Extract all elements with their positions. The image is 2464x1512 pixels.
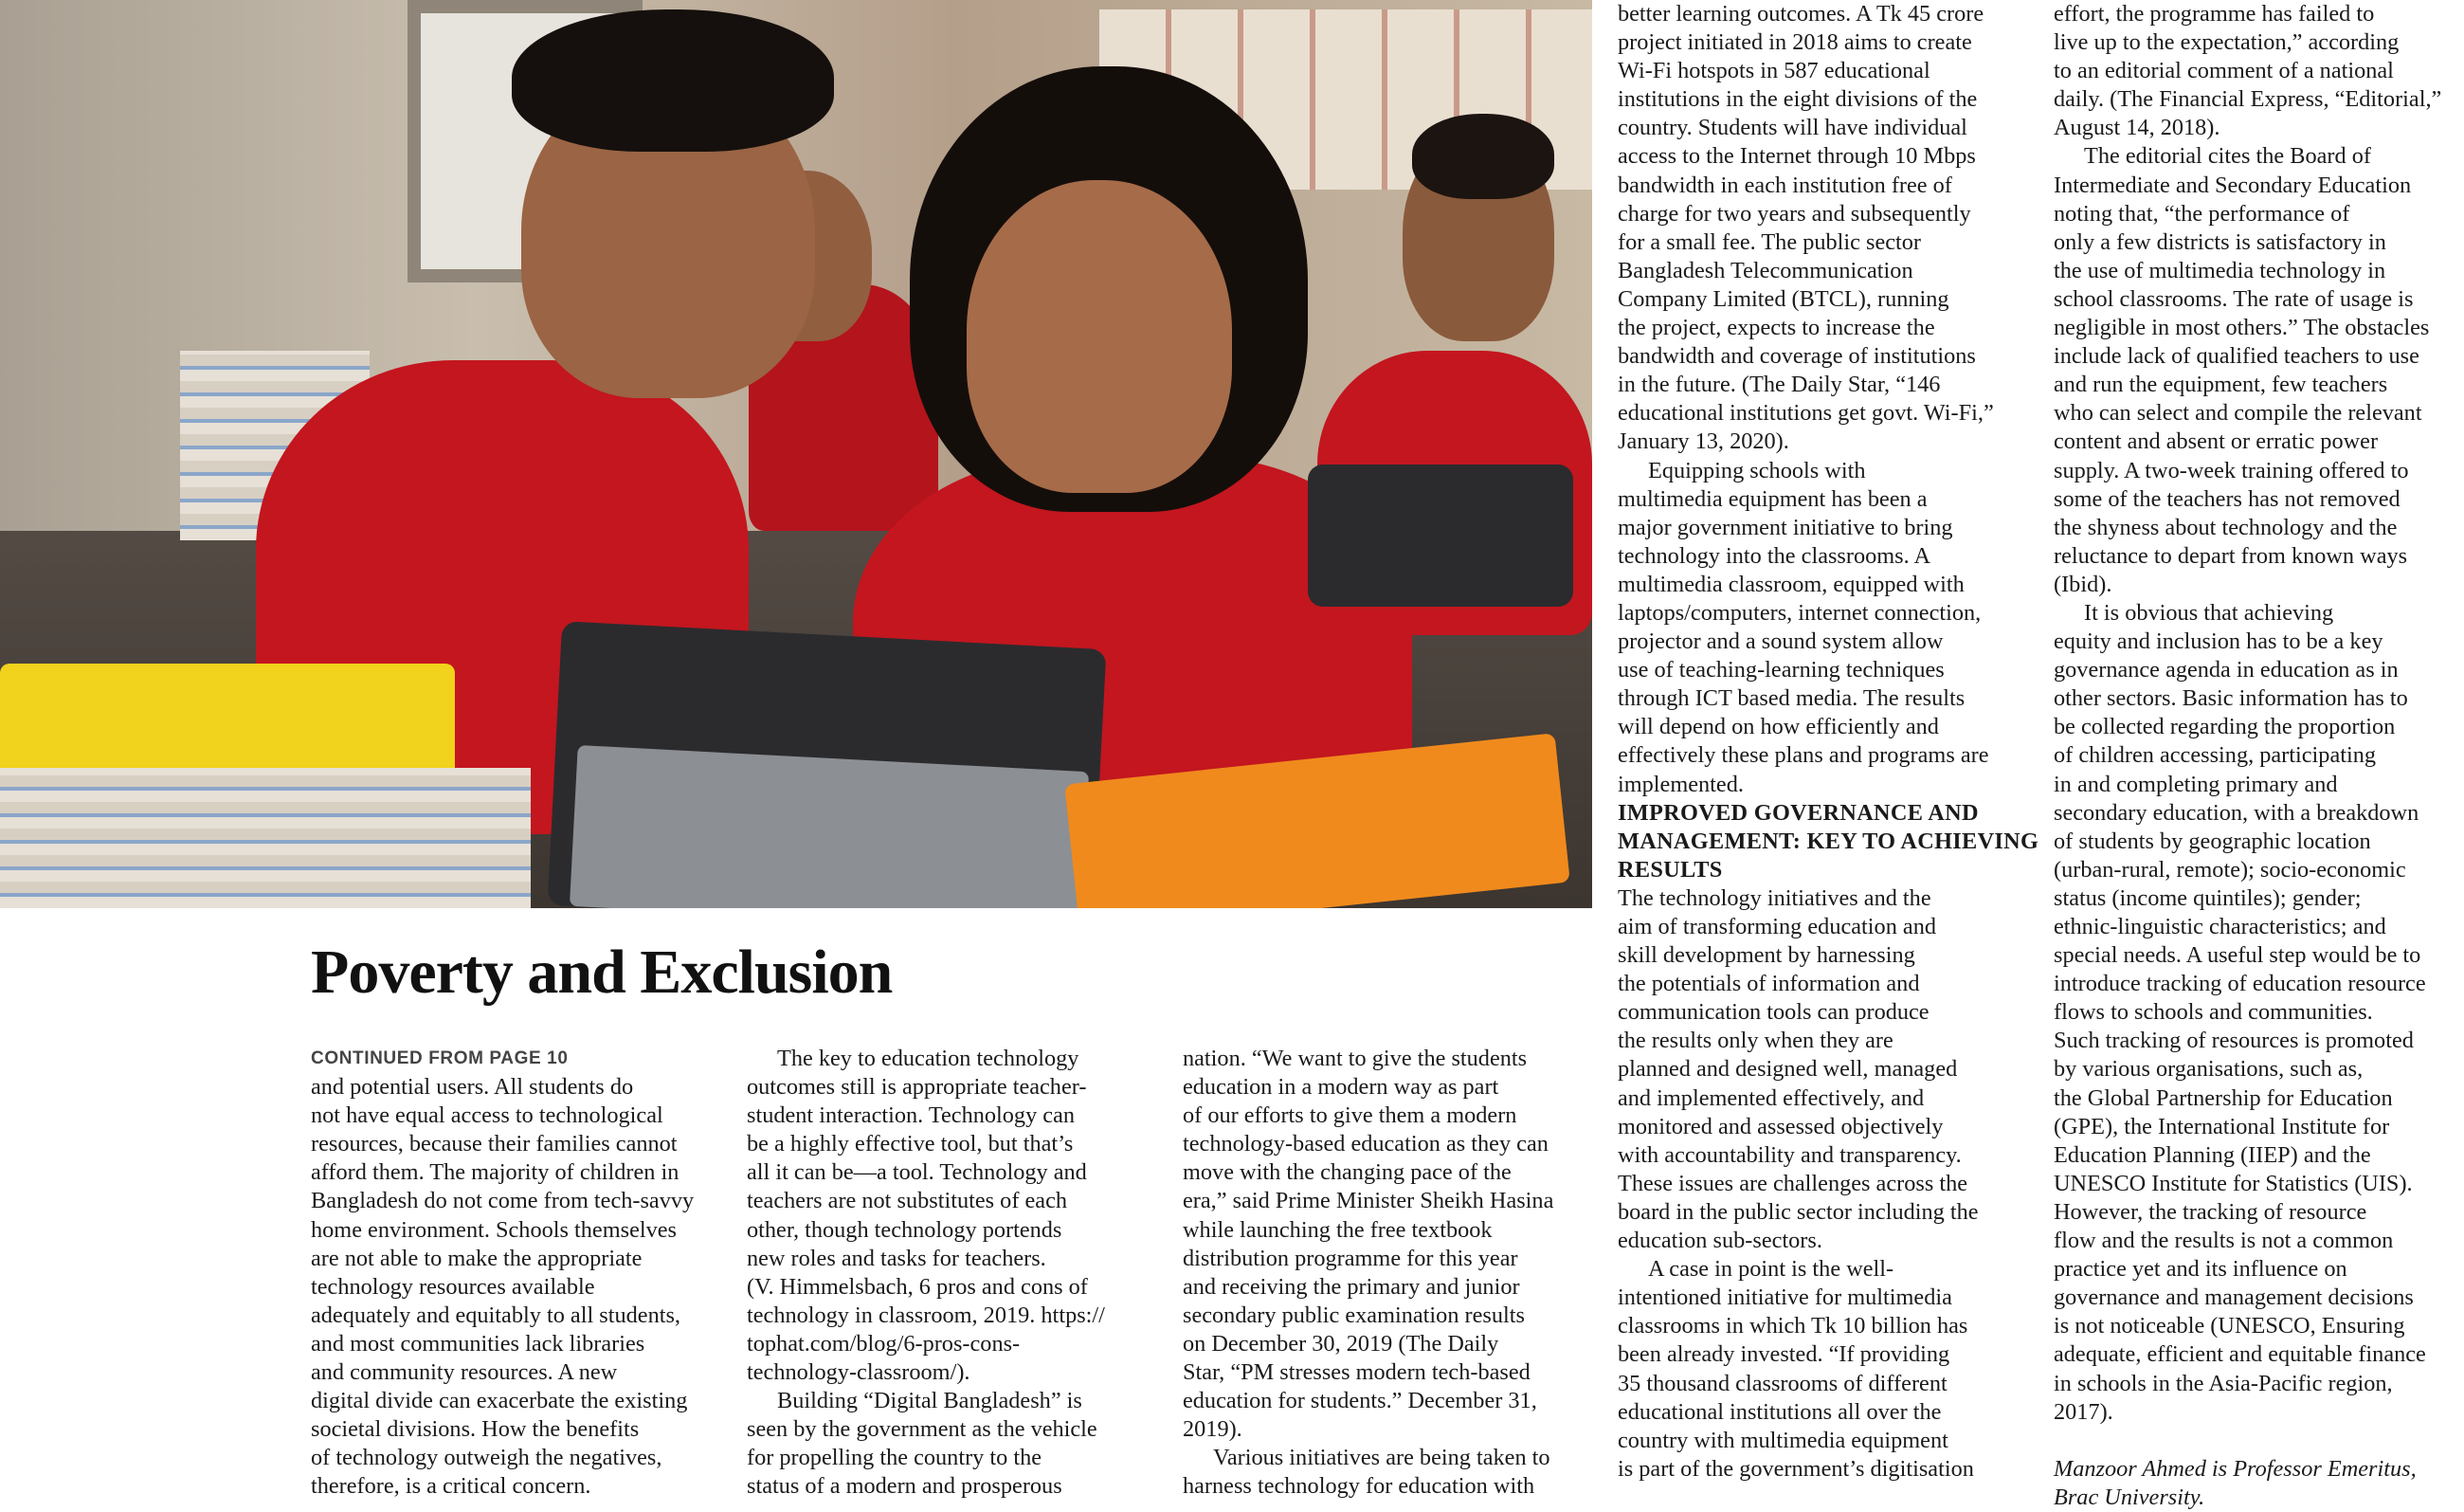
text-line: the use of multimedia technology in xyxy=(2054,257,2386,283)
text-line: the project, expects to increase the xyxy=(1618,315,1935,341)
text-line: Star, “PM stresses modern tech-based xyxy=(1183,1359,1531,1386)
text-line: will depend on how efficiently and xyxy=(1618,714,1939,740)
text-line: board in the public sector including the xyxy=(1618,1198,1979,1225)
text-line: seen by the government as the vehicle xyxy=(747,1416,1097,1443)
text-line: are not able to make the appropriate xyxy=(311,1245,643,1271)
text-line: afford them. The majority of children in xyxy=(311,1159,679,1186)
text-line: monitored and assessed objectively xyxy=(1618,1113,1944,1139)
text-line: laptops/computers, internet connection, xyxy=(1618,599,1982,626)
text-line: societal divisions. How the benefits xyxy=(311,1416,640,1443)
text-line: UNESCO Institute for Statistics (UIS). xyxy=(2054,1170,2413,1196)
text-line: been already invested. “If providing xyxy=(1618,1341,1950,1368)
text-line: era,” said Prime Minister Sheikh Hasina xyxy=(1183,1188,1554,1214)
text-line: multimedia classroom, equipped with xyxy=(1618,571,1965,597)
text-line: Company Limited (BTCL), running xyxy=(1618,285,1949,312)
text-line: introduce tracking of education resource xyxy=(2054,971,2426,997)
tablet-back xyxy=(570,745,1089,908)
text-line: who can select and compile the relevant xyxy=(2054,400,2422,427)
text-line: the potentials of information and xyxy=(1618,971,1920,997)
text-line: governance and management decisions xyxy=(2054,1284,2414,1311)
text-line: be a highly effective tool, but that’s xyxy=(747,1131,1074,1157)
text-line: Equipping schools with xyxy=(1648,457,1866,483)
text-line: effectively these plans and programs are xyxy=(1618,742,1989,769)
text-line: is not noticeable (UNESCO, Ensuring xyxy=(2054,1313,2405,1339)
classroom-photo xyxy=(0,0,1592,908)
text-line: The editorial cites the Board of xyxy=(2084,143,2371,170)
text-line: skill development by harnessing xyxy=(1618,942,1915,969)
tablet-back-student xyxy=(1308,465,1573,607)
text-line: practice yet and its influence on xyxy=(2054,1256,2347,1283)
text-line: institutions in the eight divisions of the xyxy=(1618,86,1978,113)
text-line: use of teaching-learning techniques xyxy=(1618,657,1945,683)
text-line: These issues are challenges across the xyxy=(1618,1170,1968,1196)
text-line: only a few districts is satisfactory in xyxy=(2054,228,2386,255)
text-line: of our efforts to give them a modern xyxy=(1183,1102,1517,1129)
text-line: technology in classroom, 2019. https:// xyxy=(747,1302,1105,1328)
text-line: adequate, efficient and equitable finance xyxy=(2054,1341,2426,1368)
continued-kicker: CONTINUED FROM PAGE 10 xyxy=(311,1048,569,1068)
text-line: access to the Internet through 10 Mbps xyxy=(1618,143,1976,170)
book-stack-front xyxy=(0,768,531,908)
text-line: major government initiative to bring xyxy=(1618,514,1953,540)
text-line: supply. A two-week training offered to xyxy=(2054,457,2409,483)
text-line: (GPE), the International Institute for xyxy=(2054,1113,2390,1139)
text-line: education sub-sectors. xyxy=(1618,1228,1822,1254)
text-line: and run the equipment, few teachers xyxy=(2054,372,2388,398)
text-line: bandwidth and coverage of institutions xyxy=(1618,343,1976,370)
text-line: by various organisations, such as, xyxy=(2054,1056,2364,1083)
text-line: (V. Himmelsbach, 6 pros and cons of xyxy=(747,1273,1088,1300)
text-line: the shyness about technology and the xyxy=(2054,514,2398,540)
text-line: through ICT based media. The results xyxy=(1618,685,1966,712)
text-line: home environment. Schools themselves xyxy=(311,1216,677,1243)
text-line: better learning outcomes. A Tk 45 crore xyxy=(1618,1,1984,27)
text-line: multimedia equipment has been a xyxy=(1618,485,1928,512)
text-line: negligible in most others.” The obstacles xyxy=(2054,315,2430,341)
text-line: ethnic-linguistic characteristics; and xyxy=(2054,914,2386,939)
text-line: not have equal access to technological xyxy=(311,1102,663,1129)
text-line: However, the tracking of resource xyxy=(2054,1198,2367,1225)
text-line: other, though technology portends xyxy=(747,1216,1062,1243)
text-line: adequately and equitably to all students, xyxy=(311,1302,680,1328)
text-line: technology-based education as they can xyxy=(1183,1131,1549,1157)
text-line: education in a modern way as part xyxy=(1183,1074,1499,1101)
article-column-2 xyxy=(747,1045,1145,1502)
article-column-1 xyxy=(311,1045,718,1502)
article-column-5 xyxy=(2054,0,2464,1512)
text-line: The technology initiatives and the xyxy=(1618,884,1931,911)
text-line: Brac University. xyxy=(2054,1484,2205,1510)
text-line: January 13, 2020). xyxy=(1618,428,1789,455)
text-line: technology into the classrooms. A xyxy=(1618,542,1930,569)
text-line: Education Planning (IIEP) and the xyxy=(2054,1141,2371,1168)
text-line: country with multimedia equipment xyxy=(1618,1427,1948,1453)
text-line: some of the teachers has not removed xyxy=(2054,485,2401,512)
text-line: while launching the free textbook xyxy=(1183,1216,1493,1243)
text-line: projector and a sound system allow xyxy=(1618,628,1944,655)
text-line: Various initiatives are being taken to xyxy=(1213,1445,1550,1471)
text-line: distribution programme for this year xyxy=(1183,1245,1518,1271)
text-line: Bangladesh do not come from tech-savvy xyxy=(311,1188,695,1214)
text-line: status (income quintiles); gender; xyxy=(2054,884,2362,911)
text-line: educational institutions all over the xyxy=(1618,1398,1942,1425)
text-line: outcomes still is appropriate teacher- xyxy=(747,1074,1087,1101)
text-line: noting that, “the performance of xyxy=(2054,200,2350,227)
text-line: the results only when they are xyxy=(1618,1028,1893,1054)
text-line: 2017). xyxy=(2054,1398,2113,1425)
text-line: classrooms in which Tk 10 billion has xyxy=(1618,1313,1968,1339)
headline: Poverty and Exclusion xyxy=(311,938,893,1007)
text-line: secondary public examination results xyxy=(1183,1302,1525,1328)
text-line: Such tracking of resources is promoted xyxy=(2054,1028,2414,1054)
text-line: teachers are not substitutes of each xyxy=(747,1188,1067,1214)
article-column-4 xyxy=(1618,0,2039,1484)
text-line: governance agenda in education as in xyxy=(2054,657,2399,683)
text-line: harness technology for education with xyxy=(1183,1473,1535,1500)
text-line: The key to education technology xyxy=(777,1046,1079,1071)
girl-face xyxy=(967,180,1232,493)
text-line: August 14, 2018). xyxy=(2054,115,2220,141)
text-line: planned and designed well, managed xyxy=(1618,1056,1958,1083)
text-line: school classrooms. The rate of usage is xyxy=(2054,285,2414,312)
text-line: (Ibid). xyxy=(2054,571,2112,597)
text-line: of students by geographic location xyxy=(2054,828,2371,854)
text-line: and community resources. A new xyxy=(311,1359,618,1386)
text-line: resources, because their families cannot xyxy=(311,1131,678,1157)
hair xyxy=(1412,114,1554,199)
text-line: in schools in the Asia-Pacific region, xyxy=(2054,1370,2393,1396)
text-line: (urban-rural, remote); socio-economic xyxy=(2054,856,2406,883)
text-line: bandwidth in each institution free of xyxy=(1618,172,1952,198)
text-line: It is obvious that achieving xyxy=(2084,599,2334,626)
text-line: in the future. (The Daily Star, “146 xyxy=(1618,372,1941,398)
text-line: be collected regarding the proportion xyxy=(2054,714,2396,740)
text-line: and most communities lack libraries xyxy=(311,1330,645,1357)
text-line: digital divide can exacerbate the existing xyxy=(311,1388,688,1414)
text-line: Bangladesh Telecommunication xyxy=(1618,257,1913,283)
text-line: country. Students will have individual xyxy=(1618,115,1967,141)
text-line: and receiving the primary and junior xyxy=(1183,1273,1520,1300)
text-line: in and completing primary and xyxy=(2054,771,2338,797)
text-line: is part of the government’s digitisation xyxy=(1618,1455,1974,1482)
section-subhead: MANAGEMENT: KEY TO ACHIEVING xyxy=(1618,828,2039,854)
text-line: technology resources available xyxy=(311,1273,595,1300)
yellow-pencil-box xyxy=(0,664,455,777)
text-line: technology-classroom/). xyxy=(747,1359,970,1386)
text-line: project initiated in 2018 aims to create xyxy=(1618,29,1972,56)
text-line: special needs. A useful step would be to xyxy=(2054,942,2421,969)
text-line: Intermediate and Secondary Education xyxy=(2054,172,2412,198)
text-line: 2019). xyxy=(1183,1416,1242,1443)
text-line: therefore, is a critical concern. xyxy=(311,1473,591,1500)
text-line: aim of transforming education and xyxy=(1618,914,1937,939)
text-line: include lack of qualified teachers to use xyxy=(2054,343,2419,370)
text-line: flow and the results is not a common xyxy=(2054,1228,2394,1254)
text-line xyxy=(2054,1427,2464,1455)
section-subhead: IMPROVED GOVERNANCE AND xyxy=(1618,799,1979,826)
text-line: nation. “We want to give the students xyxy=(1183,1046,1528,1071)
text-line: for a small fee. The public sector xyxy=(1618,228,1922,255)
text-line: student interaction. Technology can xyxy=(747,1102,1076,1129)
text-line: to an editorial comment of a national xyxy=(2054,58,2394,84)
text-line: for propelling the country to the xyxy=(747,1445,1042,1471)
text-line: content and absent or erratic power xyxy=(2054,428,2379,455)
text-line: with accountability and transparency. xyxy=(1618,1141,1962,1168)
text-line: other sectors. Basic information has to xyxy=(2054,685,2408,712)
text-line: educational institutions get govt. Wi-Fi,” xyxy=(1618,400,1994,427)
text-line: all it can be—a tool. Technology and xyxy=(747,1159,1087,1186)
text-line: intentioned initiative for multimedia xyxy=(1618,1284,1952,1311)
text-line: the Global Partnership for Education xyxy=(2054,1084,2393,1111)
text-line: of technology outweigh the negatives, xyxy=(311,1445,662,1471)
text-line: reluctance to depart from known ways xyxy=(2054,542,2408,569)
text-line: move with the changing pace of the xyxy=(1183,1159,1512,1186)
text-line: and potential users. All students do xyxy=(311,1074,634,1101)
text-line: Wi-Fi hotspots in 587 educational xyxy=(1618,58,1930,84)
text-line: on December 30, 2019 (The Daily xyxy=(1183,1330,1499,1357)
text-line: status of a modern and prosperous xyxy=(747,1473,1062,1500)
text-line: implemented. xyxy=(1618,771,1744,797)
text-line: live up to the expectation,” according xyxy=(2054,29,2400,56)
section-subhead: RESULTS xyxy=(1618,856,1723,883)
text-line: secondary education, with a breakdown xyxy=(2054,799,2419,826)
text-line: Building “Digital Bangladesh” is xyxy=(777,1388,1082,1414)
text-line: education for students.” December 31, xyxy=(1183,1388,1537,1414)
text-line: equity and inclusion has to be a key xyxy=(2054,628,2383,655)
text-line: and implemented effectively, and xyxy=(1618,1084,1925,1111)
text-line: 35 thousand classrooms of different xyxy=(1618,1370,1948,1396)
text-line: charge for two years and subsequently xyxy=(1618,200,1971,227)
text-line: Manzoor Ahmed is Professor Emeritus, xyxy=(2054,1455,2417,1482)
text-line: of children accessing, participating xyxy=(2054,742,2377,769)
text-line: new roles and tasks for teachers. xyxy=(747,1245,1046,1271)
text-line: daily. (The Financial Express, “Editorial,” xyxy=(2054,86,2442,113)
boy-hair xyxy=(512,9,834,152)
text-line: tophat.com/blog/6-pros-cons- xyxy=(747,1330,1021,1357)
text-line: flows to schools and communities. xyxy=(2054,999,2373,1026)
text-line: effort, the programme has failed to xyxy=(2054,1,2375,27)
text-line: communication tools can produce xyxy=(1618,999,1930,1026)
article-column-3 xyxy=(1183,1045,1600,1502)
text-line: A case in point is the well- xyxy=(1648,1256,1894,1283)
